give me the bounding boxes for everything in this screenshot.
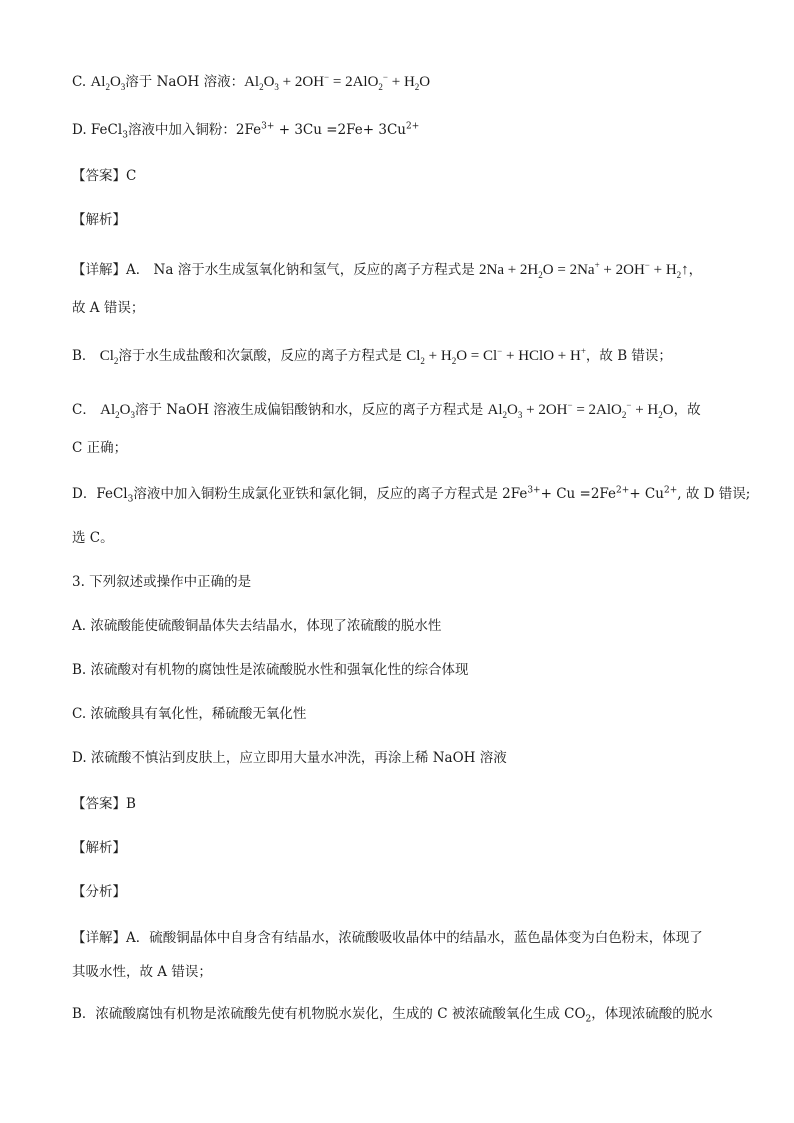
detail-b-line: B． $Cl_2$溶于水生成盐酸和次氯酸，反应的离子方程式是 $Cl_2 + H_2O = Cl^-$ + HClO + H+，故 B 错误；	[72, 346, 672, 366]
answer-2: 【答案】B	[72, 796, 136, 812]
detail2-b-line1: B．浓硫酸腐蚀有机物是浓硫酸先使有机物脱水炭化，生成的 C 被浓硫酸氧化生成 $CO_2$，体现浓硫酸的脱水	[72, 1006, 713, 1025]
detail-a-line1: 【详解】A． Na 溶于水生成氢氧化钠和氢气，反应的离子方程式是 $2Na + 2H_2O = 2Na^+ + 2OH^-$ + $H_2↑$，	[72, 260, 703, 280]
detail2-a-line2: 其吸水性，故 A 错误；	[72, 964, 212, 980]
answer-1: 【答案】C	[72, 168, 137, 184]
equation-c: $Al_2O_3 + 2OH^- = 2AlO_2^- + H_2O$	[244, 72, 431, 92]
fenxi-heading: 【分析】	[72, 884, 126, 900]
analysis-2: 【解析】	[72, 840, 126, 856]
choice-c: 选 C。	[72, 530, 114, 546]
q3-option-d: D. 浓硫酸不慎沾到皮肤上，应立即用大量水冲洗，再涂上稀 NaOH 溶液	[72, 750, 507, 766]
detail-d-line: D．FeCl$_3$溶液中加入铜粉生成氯化亚铁和氯化铜，反应的离子方程式是 $2Fe^{3+}+ Cu =2Fe^{2+}+ Cu^{2+}$, 故 D 错误;	[72, 485, 751, 505]
analysis-1: 【解析】	[72, 212, 126, 228]
detail-a-line2: 故 A 错误；	[72, 300, 145, 316]
al2o3-formula: $Al_2O_3$	[90, 74, 126, 92]
option-d-line: D. FeCl$_3$溶液中加入铜粉：$2Fe^{3+} + 3Cu =2Fe+ 3Cu^{2+}$	[72, 121, 420, 141]
q3-option-a: A. 浓硫酸能使硫酸铜晶体失去结晶水，体现了浓硫酸的脱水性	[72, 618, 442, 634]
detail2-a-line1: 【详解】A．硫酸铜晶体中自身含有结晶水，浓硫酸吸收晶体中的结晶水，蓝色晶体变为白色粉末，体现了	[72, 930, 703, 946]
detail-c-line1: C． $Al_2O_3$溶于 NaOH 溶液生成偏铝酸钠和水，反应的离子方程式是 $Al_2O_3 + 2OH^- = 2AlO_2^- + H_2O$，故	[72, 400, 701, 420]
option-c-line: C. $Al_2O_3$溶于 NaOH 溶液：$Al_2O_3 + 2OH^- = 2AlO_2^- + H_2O$	[72, 72, 431, 92]
q3-option-b: B. 浓硫酸对有机物的腐蚀性是浓硫酸脱水性和强氧化性的综合体现	[72, 662, 469, 678]
question-3: 3. 下列叙述或操作中正确的是	[72, 574, 252, 590]
q3-option-c: C. 浓硫酸具有氧化性，稀硫酸无氧化性	[72, 706, 307, 722]
detail-c-line2: C 正确；	[72, 440, 128, 456]
